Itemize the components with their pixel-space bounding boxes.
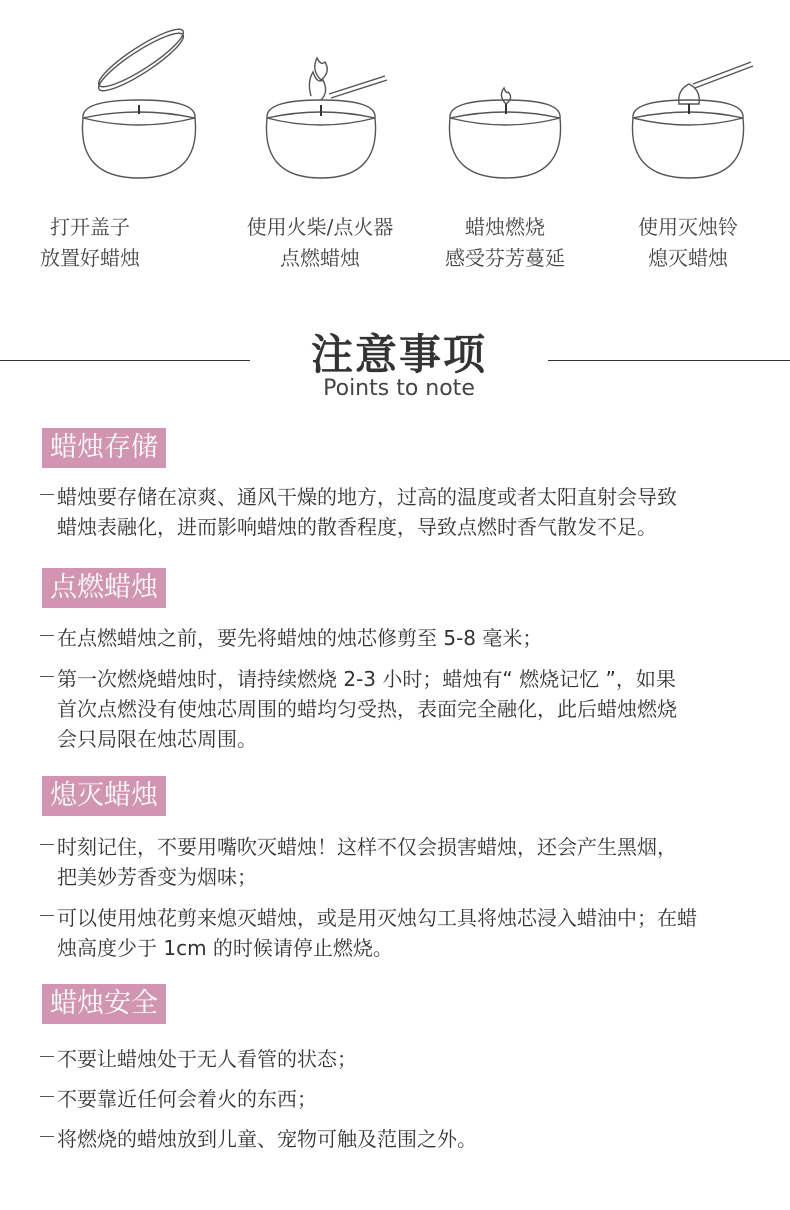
dash-marker: [40, 1136, 54, 1137]
step-caption-line: 点燃蜡烛: [280, 246, 360, 270]
dash-marker: [40, 635, 54, 636]
usage-steps: [0, 0, 790, 290]
step-3: [410, 0, 600, 290]
list-item-text: [57, 1044, 757, 1074]
dash-marker: [40, 676, 54, 677]
candle-lid-open-icon: [45, 0, 235, 200]
text-line: 第一次燃烧蜡烛时，请持续燃烧 2-3 小时；蜡烛有“ 燃烧记忆 ”，如果: [57, 667, 676, 691]
list-item: [40, 664, 760, 754]
notes-heading: [0, 320, 790, 410]
list-item-text: [57, 903, 757, 963]
text-line: 不要让蜡烛处于无人看管的状态；: [57, 1047, 357, 1071]
section-badge: 蜡烛安全: [42, 984, 166, 1024]
candle-burning-icon: [410, 0, 600, 200]
dash-marker: [40, 494, 54, 495]
text-line: 首次点燃没有使烛芯周围的蜡均匀受热，表面完全融化，此后蜡烛燃烧: [57, 697, 677, 721]
list-item: [40, 1124, 760, 1154]
list-item: [40, 832, 760, 892]
section-badge: 熄灭蜡烛: [42, 776, 166, 816]
section-badge: 点燃蜡烛: [42, 568, 166, 608]
text-line: 蜡烛表融化，进而影响蜡烛的散香程度，导致点燃时香气散发不足。: [57, 515, 657, 539]
step-caption: [593, 212, 783, 274]
divider-right: [548, 360, 790, 361]
list-item: [40, 1084, 760, 1114]
step-caption: [410, 212, 600, 274]
text-line: 蜡烛要存储在凉爽、通风干燥的地方，过高的温度或者太阳直射会导致: [57, 485, 677, 509]
list-item-text: [57, 482, 757, 542]
page-subtitle: Points to note: [323, 376, 475, 401]
step-4: [593, 0, 783, 290]
list-item: [40, 482, 760, 542]
list-item-text: [57, 1124, 757, 1154]
text-line: 不要靠近任何会着火的东西；: [57, 1087, 317, 1111]
page-title: 注意事项: [310, 330, 487, 379]
text-line: 会只局限在烛芯周围。: [57, 727, 257, 751]
list-item-text: [57, 623, 757, 653]
list-item-text: [57, 1084, 757, 1114]
step-caption-line: 放置好蜡烛: [40, 246, 140, 270]
text-line: 可以使用烛花剪来熄灭蜡烛，或是用灭烛勾工具将烛芯浸入蜡油中；在蜡: [57, 906, 697, 930]
list-item: [40, 623, 760, 653]
step-caption-line: 熄灭蜡烛: [648, 246, 728, 270]
dash-marker: [40, 915, 54, 916]
divider-left: [0, 360, 250, 361]
text-line: 在点燃蜡烛之前，要先将蜡烛的烛芯修剪至 5-8 毫米；: [57, 626, 543, 650]
list-item-text: [57, 832, 757, 892]
text-line: 时刻记住，不要用嘴吹灭蜡烛！这样不仅会损害蜡烛，还会产生黑烟，: [57, 835, 677, 859]
step-caption-line: 打开盖子: [50, 215, 130, 239]
list-item-text: [57, 664, 757, 754]
step-1: [40, 0, 235, 290]
dash-marker: [40, 844, 54, 845]
dash-marker: [40, 1056, 54, 1057]
step-caption-line: 感受芬芳蔓延: [445, 246, 565, 270]
text-line: 把美妙芳香变为烟味；: [57, 865, 257, 889]
step-2: [225, 0, 415, 290]
step-caption-line: 蜡烛燃烧: [465, 215, 545, 239]
list-item: [40, 1044, 760, 1074]
list-item: [40, 903, 760, 963]
step-caption: [225, 212, 415, 274]
step-caption-line: 使用火柴/点火器: [246, 215, 394, 239]
section-badge: 蜡烛存储: [42, 428, 166, 468]
text-line: 将燃烧的蜡烛放到儿童、宠物可触及范围之外。: [57, 1127, 477, 1151]
step-caption: [0, 212, 185, 274]
step-caption-line: 使用灭烛铃: [638, 215, 738, 239]
dash-marker: [40, 1096, 54, 1097]
text-line: 烛高度少于 1cm 的时候请停止燃烧。: [57, 936, 393, 960]
candle-match-light-icon: [225, 0, 415, 200]
candle-snuffer-icon: [593, 0, 783, 200]
